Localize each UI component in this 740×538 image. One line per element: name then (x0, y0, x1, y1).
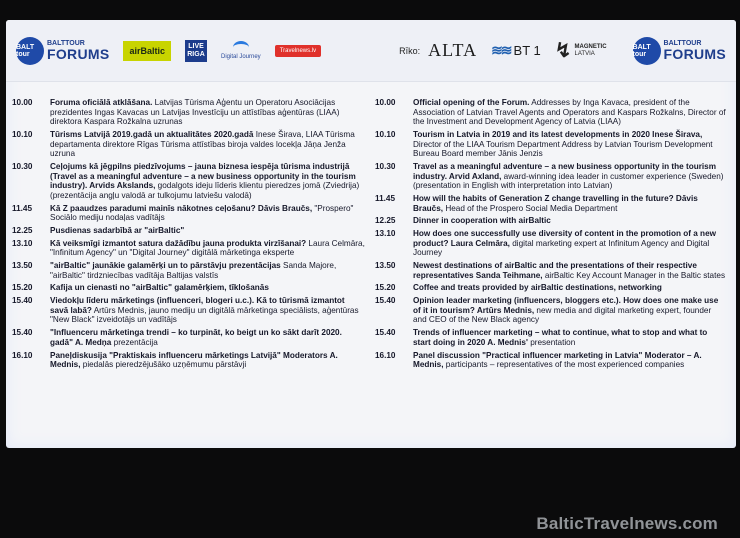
agenda-desc: Laura Celmāra, "Infinitum Agency" un "Digital Journey" digitālā mārketinga eksperte (50, 238, 365, 258)
agenda-text (413, 130, 726, 159)
agenda-text (413, 98, 726, 127)
agenda-text (413, 296, 726, 325)
agenda-item (12, 283, 365, 293)
agenda-title: Paneļdiskusija "Praktiskais influenceru mārketings Latvijā" Moderators A. Mednis, (50, 350, 338, 370)
agenda-time: 10.10 (12, 129, 33, 139)
agenda-item (12, 204, 365, 223)
agenda-text (50, 283, 365, 293)
agenda-desc: "Prospero" Sociālo mediju nodaļas vadītājs (50, 203, 354, 223)
agenda-text (50, 261, 365, 280)
magnetic-latvia-logo (555, 38, 607, 63)
agenda-title: Foruma oficiālā atklāšana. (50, 98, 153, 107)
agenda-latvian (12, 98, 371, 373)
agenda-desc: Director of the LIAA Tourism Department Address by Latvian Tourism Development Bureau Board member Jānis Jenzis (413, 139, 713, 159)
agenda-text (50, 130, 365, 159)
agenda-title: Tourism in Latvia in 2019 and its latest developments in 2020 Inese Širava, (413, 129, 703, 139)
agenda-item (375, 130, 726, 159)
agenda-text (413, 216, 726, 226)
magnetic-line1: MAGNETIC (574, 43, 607, 50)
screen (6, 20, 736, 448)
agenda-english (371, 98, 730, 373)
agenda-title: Viedokļu līderu mārketings (influenceri, blogeri u.c.). Kā to tūrismā izmantot savā labā? (50, 296, 345, 315)
agenda-item (12, 261, 365, 280)
agenda-title: Ceļojums kā jēgpilns piedzīvojums – jauna biznesa iespēja tūrisma industrijā (Travel as a meaningful adventure – a new business opportunity in the tourism industry). Arvids Akslands, (50, 161, 356, 191)
agenda-text (413, 328, 726, 347)
balttour-small: BALTTOUR (47, 40, 85, 47)
agenda-item (375, 328, 726, 347)
digital-journey-logo (221, 41, 261, 60)
agenda-desc: participants – representatives of the most experienced companies (443, 360, 685, 370)
agenda-title: Tūrisms Latvijā 2019.gadā un aktualitātes 2020.gadā (50, 129, 254, 139)
agenda-item (12, 351, 365, 370)
agenda-time: 15.40 (12, 296, 33, 306)
agenda-text (413, 261, 726, 280)
agenda (6, 82, 736, 373)
agenda-desc: Sanda Majore, "airBaltic" tirdzniecības vadītāja Baltijas valstīs (50, 261, 337, 280)
balttour-badge: BALT tour (16, 37, 44, 65)
agenda-title: Trends of influencer marketing – what to continue, what to stop and what to start doing in 2020 A. Mednis' (413, 328, 708, 347)
balttour-forums-logo (16, 37, 109, 65)
agenda-item (375, 98, 726, 127)
agenda-desc: presentation (527, 337, 576, 347)
agenda-text (50, 162, 365, 200)
agenda-time: 13.10 (12, 238, 33, 248)
agenda-title: Coffee and treats provided by airBaltic destinations, networking (413, 283, 662, 293)
agenda-item (12, 162, 365, 200)
agenda-desc: digital marketing expert at Infinitum Agency and Digital Journey (413, 238, 710, 258)
live-riga-line1: LIVE (188, 43, 204, 51)
agenda-title: Kā veiksmīgi izmantot satura dažādību jauna produkta virzīšanai? (50, 238, 307, 248)
agenda-title: "airBaltic" jaunākie galamērķi un to pārstāvju prezentācijas (50, 261, 281, 271)
agenda-desc: prezentācija (111, 337, 158, 347)
agenda-item (375, 229, 726, 258)
agenda-text (413, 162, 726, 191)
agenda-title: Kā Z paaudzes paradumi mainīs nākotnes ceļošanu? Dāvis Braučs, (50, 203, 313, 213)
agenda-desc: award-winning idea leader in customer experience (Sweden) (presentation in English with interpretation into Latvian) (413, 171, 724, 191)
agenda-title: Dinner in cooperation with airBaltic (413, 216, 551, 226)
agenda-item (375, 216, 726, 226)
agenda-item (12, 98, 365, 127)
bt1-wave-icon: ≋≋ (491, 42, 511, 58)
live-riga-line2: RIGA (187, 50, 205, 58)
agenda-time: 10.30 (375, 161, 396, 171)
agenda-desc: Artūrs Mednis, jauno mediju un digitālā mārketinga speciālists, aģentūras "New Black" izveidotājs un vadītājs (50, 305, 359, 325)
agenda-title: Official opening of the Forum. (413, 98, 530, 107)
agenda-title: Pusdienas sadarbībā ar "airBaltic" (50, 225, 185, 235)
agenda-time: 16.10 (375, 350, 396, 360)
balttour-big-right: FORUMS (663, 46, 726, 62)
agenda-text (50, 98, 365, 127)
agenda-item (375, 296, 726, 325)
agenda-title: Travel as a meaningful adventure – a new business opportunity in the tourism industry. Arvid Axland, (413, 161, 717, 181)
agenda-item (375, 351, 726, 370)
agenda-time: 15.40 (375, 296, 396, 306)
agenda-desc: Addresses by Inga Kavaca, president of the Association of Latvian Travel Agents and Operators and Kaspars Rožkalns, Director of the Investment and Development Agency of Latvia (LIAA) (413, 98, 726, 127)
agenda-time: 10.00 (375, 98, 396, 107)
agenda-desc: new media and digital marketing expert, founder and CEO of the New Black agency (413, 305, 712, 325)
agenda-desc: Inese Širava, LIAA Tūrisma departamenta direktore Rīgas Tūrisma attīstības biroja valdes locekļa Jāņa Jenža uzruna (50, 129, 355, 159)
agenda-item (375, 162, 726, 191)
bt1-label: BT 1 (513, 43, 541, 58)
agenda-text (413, 283, 726, 293)
agenda-time: 12.25 (12, 225, 33, 235)
watermark: BalticTravelnews.com (536, 514, 718, 533)
agenda-time: 15.40 (375, 328, 396, 338)
magnetic-line2: LATVIA (574, 50, 595, 57)
alta-logo: ALTA (428, 40, 478, 60)
digital-journey-label: Digital Journey (221, 54, 261, 60)
agenda-time: 13.50 (12, 261, 33, 271)
live-riga-logo (185, 40, 207, 62)
agenda-text (50, 296, 365, 325)
agenda-item (12, 328, 365, 347)
agenda-time: 11.45 (12, 203, 33, 213)
agenda-text (50, 351, 365, 370)
agenda-desc: Latvijas Tūrisma Aģentu un Operatoru Asociācijas prezidentes Ingas Kavacas un Latvijas Investīciju un attīstības aģentūras (LIAA) direktora Kaspara Rožkalna uzrunas (50, 98, 340, 127)
agenda-desc: piedalās pieredzējušāko uzņēmumu pārstāvji (80, 360, 247, 370)
agenda-time: 12.25 (375, 216, 396, 226)
agenda-item (12, 296, 365, 325)
agenda-item (12, 130, 365, 159)
agenda-item (12, 226, 365, 236)
organizers-label: Rīko: (399, 45, 421, 56)
agenda-time: 15.40 (12, 328, 33, 338)
agenda-time: 15.20 (12, 283, 33, 293)
agenda-item (375, 261, 726, 280)
travelnews-logo: Travelnews.lv (275, 45, 321, 57)
agenda-title: Kafija un cienasti no "airBaltic" galamērķiem, tīklošanās (50, 283, 269, 293)
agenda-text (50, 204, 365, 223)
bt1-logo (491, 42, 541, 59)
agenda-time: 10.10 (375, 129, 396, 139)
agenda-desc: airBaltic Key Account Manager in the Baltic states (542, 270, 726, 280)
agenda-desc: Head of the Prospero Social Media Department (443, 203, 618, 213)
agenda-time: 13.10 (375, 229, 396, 239)
agenda-item (375, 283, 726, 293)
agenda-text (50, 239, 365, 258)
agenda-desc: godalgots ideju līderis klientu pieredzes jomā (Zviedrija) (prezentācija angļu valodā ar tulkojumu latviešu valodā) (50, 181, 360, 200)
agenda-title: Newest destinations of airBaltic and the presentations of their respective representatives Sanda Teihmane, (413, 261, 697, 280)
agenda-time: 11.45 (375, 193, 396, 203)
agenda-item (12, 239, 365, 258)
agenda-title: "Influenceru mārketinga trendi – ko turpināt, ko beigt un ko sākt darīt 2020. gadā" A. Medņa (50, 328, 342, 347)
magnetic-arrow-icon: ↯ (554, 40, 572, 62)
sponsor-bar (6, 20, 736, 82)
agenda-time: 16.10 (12, 350, 33, 360)
agenda-title: Panel discussion "Practical influencer marketing in Latvia" Moderator – A. Mednis, (413, 350, 702, 370)
airbaltic-logo: airBaltic (123, 41, 171, 61)
agenda-time: 10.30 (12, 161, 33, 171)
agenda-time: 10.00 (12, 98, 33, 107)
agenda-text (413, 229, 726, 258)
agenda-title: Opinion leader marketing (influencers, bloggers etc.). How does one make use of it in tourism? Artūrs Mednis, (413, 296, 719, 315)
balttour-big: FORUMS (47, 46, 110, 62)
agenda-text (50, 328, 365, 347)
agenda-title: How does one successfully use diversity of content in the promotion of a new product? Laura Celmāra, (413, 229, 716, 248)
digital-journey-icon (233, 41, 249, 54)
balttour-forums-logo-right (633, 37, 726, 65)
agenda-title: How will the habits of Generation Z change travelling in the future? Dāvis Braučs, (413, 193, 698, 213)
agenda-text (413, 351, 726, 370)
agenda-item (375, 194, 726, 213)
balttour-badge-right: BALT tour (633, 37, 661, 65)
balttour-small-right: BALTTOUR (663, 40, 702, 47)
agenda-time: 15.20 (375, 283, 396, 293)
agenda-text (50, 226, 365, 236)
agenda-time: 13.50 (375, 261, 396, 271)
agenda-text (413, 194, 726, 213)
